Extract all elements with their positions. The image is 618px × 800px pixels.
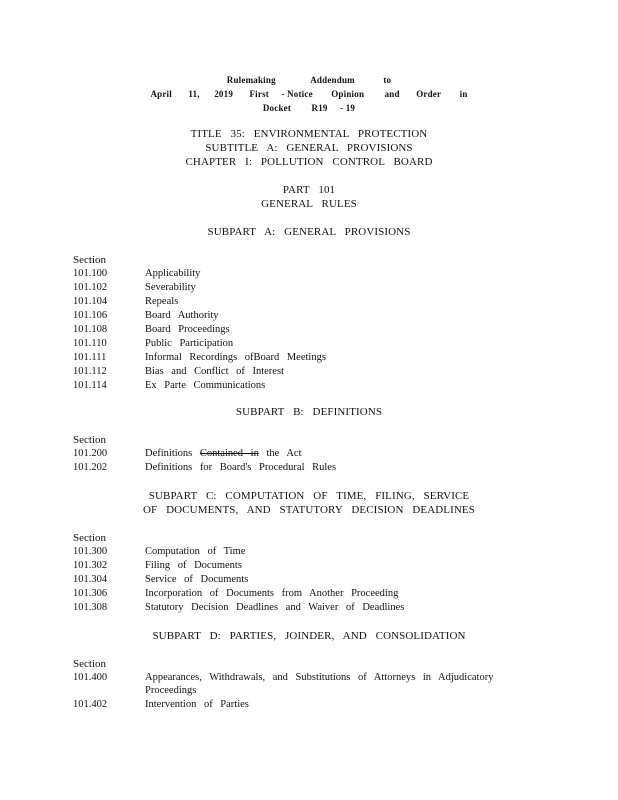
section-number: 101.102 (73, 282, 108, 293)
section-number: 101.200 (73, 448, 108, 459)
addendum-word: Rulemaking (226, 75, 276, 85)
section-title: Incorporation of Documents from Another Proceeding (145, 588, 399, 599)
subpart-b-heading: SUBPART B: DEFINITIONS (235, 406, 383, 418)
section-number: 101.111 (73, 352, 107, 363)
section-number: 101.308 (73, 602, 108, 613)
addendum-word: Addendum (310, 75, 355, 85)
addendum-word: and (384, 89, 400, 99)
section-number: 101.306 (73, 588, 108, 599)
section-title (145, 448, 302, 459)
section-number: 101.100 (73, 268, 108, 279)
addendum-word: R19 (311, 103, 328, 113)
section-number: 101.106 (73, 310, 108, 321)
addendum-line-3 (0, 103, 618, 113)
addendum-word: - Notice (281, 89, 313, 99)
section-number: 101.114 (73, 380, 107, 391)
section-number: 101.108 (73, 324, 108, 335)
section-title: Filing of Documents (145, 560, 242, 571)
section-number: 101.202 (73, 462, 108, 473)
section-number: 101.400 (73, 672, 108, 683)
addendum-word: 11, (188, 89, 200, 99)
section-title-continued: Proceedings (145, 685, 197, 696)
section-label: Section (73, 658, 106, 670)
section-title: Appearances, Withdrawals, and Substitutions of Attorneys in Adjudicatory (145, 672, 494, 683)
subpart-c-heading-2: OF DOCUMENTS, AND STATUTORY DECISION DEADLINES (143, 504, 475, 516)
section-title: Board Authority (145, 310, 219, 321)
section-label: Section (73, 254, 106, 266)
section-title: Definitions for Board's Procedural Rules (145, 462, 337, 473)
addendum-word: April (150, 89, 172, 99)
part-line: PART 101 (282, 184, 336, 196)
addendum-word: Docket (262, 103, 292, 113)
section-title: Intervention of Parties (145, 699, 249, 710)
section-title: Board Proceedings (145, 324, 230, 335)
section-title: Repeals (145, 296, 179, 307)
addendum-word: Order (416, 89, 442, 99)
section-title: Informal Recordings ofBoard Meetings (145, 352, 326, 363)
section-title: Computation of Time (145, 546, 246, 557)
struck-text: Contained in (199, 448, 259, 459)
section-number: 101.302 (73, 560, 108, 571)
addendum-word: in (459, 89, 468, 99)
section-title: Ex Parte Communications (145, 380, 266, 391)
section-number: 101.104 (73, 296, 108, 307)
addendum-word: - 19 (340, 103, 356, 113)
section-number: 101.304 (73, 574, 108, 585)
section-title: Severability (145, 282, 196, 293)
part-name-line: GENERAL RULES (261, 198, 357, 210)
chapter-line: CHAPTER I: POLLUTION CONTROL BOARD (185, 156, 433, 168)
subtitle-line: SUBTITLE A: GENERAL PROVISIONS (205, 142, 413, 154)
subpart-d-heading: SUBPART D: PARTIES, JOINDER, AND CONSOLIDATION (152, 630, 466, 642)
subpart-a-heading: SUBPART A: GENERAL PROVISIONS (207, 226, 411, 238)
section-number: 101.402 (73, 699, 108, 710)
section-title: Applicability (145, 268, 201, 279)
addendum-line-2 (0, 89, 618, 99)
section-title: Service of Documents (145, 574, 249, 585)
addendum-line-1 (0, 75, 618, 85)
section-title: Public Participation (145, 338, 234, 349)
addendum-word: 2019 (214, 89, 234, 99)
section-number: 101.110 (73, 338, 107, 349)
addendum-word: Opinion (331, 89, 365, 99)
addendum-word: to (383, 75, 392, 85)
subpart-c-heading-1: SUBPART C: COMPUTATION OF TIME, FILING, SERVICE (148, 490, 470, 502)
section-label: Section (73, 434, 106, 446)
section-number: 101.300 (73, 546, 108, 557)
title-line: TITLE 35: ENVIRONMENTAL PROTECTION (190, 128, 428, 140)
addendum-word: First (249, 89, 269, 99)
section-label: Section (73, 532, 106, 544)
section-title: Statutory Decision Deadlines and Waiver of Deadlines (145, 602, 405, 613)
title-text: the Act (258, 448, 302, 459)
section-number: 101.112 (73, 366, 107, 377)
section-title: Bias and Conflict of Interest (145, 366, 284, 377)
title-text: Definitions (145, 448, 200, 459)
